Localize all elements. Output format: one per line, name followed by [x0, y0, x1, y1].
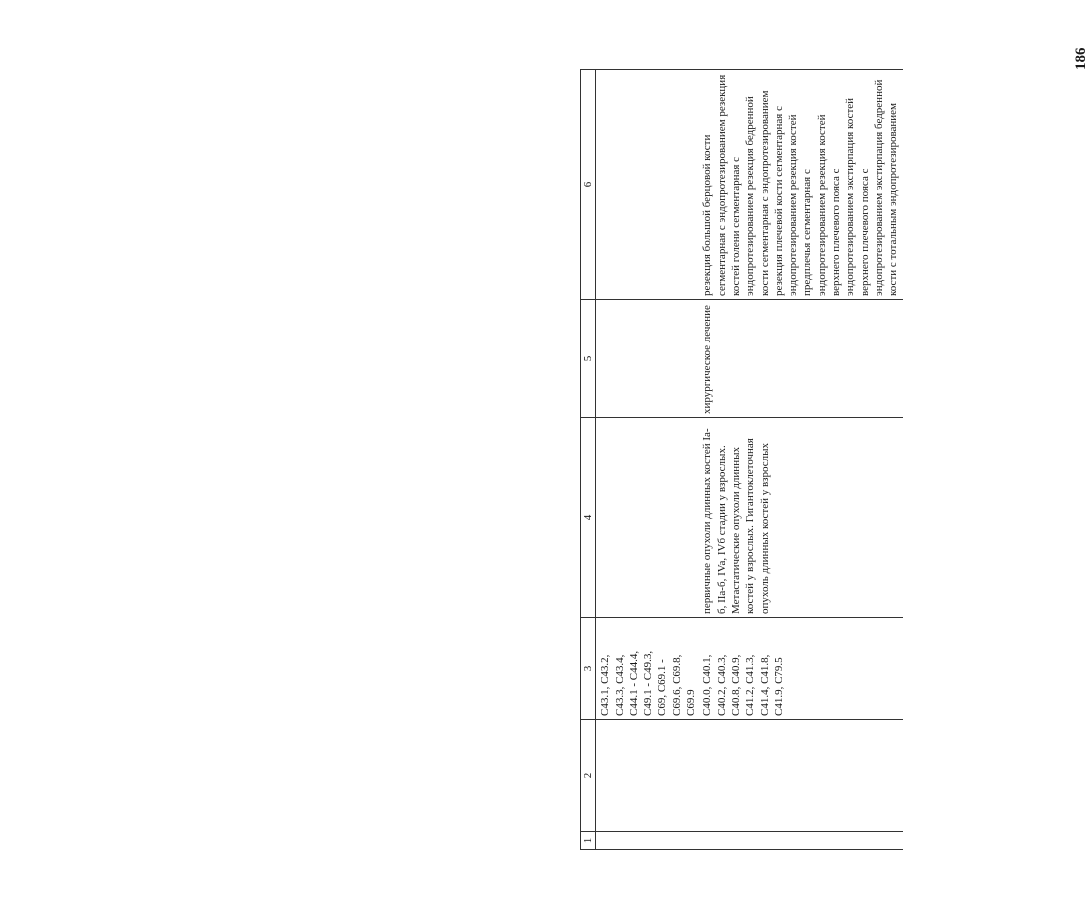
code-line: C69.9	[685, 689, 698, 716]
page-number: 186	[1073, 47, 1089, 70]
code-line: C69.6, C69.8,	[670, 654, 683, 716]
cell-treatment	[700, 300, 902, 418]
column-header: 2	[581, 720, 596, 832]
code-line: C40.0, C40.1,	[701, 654, 714, 716]
cell-col2	[700, 720, 902, 832]
table-row	[596, 70, 701, 850]
method-text: резекция большой берцовой кости сегментарная с эндопротезированием резекция костей голени сегментарная с эндопротезированием резекция бедренной кости сегментарная с эндопротезированием резекция плечевой кости сегментарная с эндопротезированием резекция костей предплечья сегментарная с эндопротезированием резекция костей верхнего плечевого пояса с эндопротезированием экстирпация костей верхнего плечевого пояса с эндопротезированием экстирпация бедренной кости с тотальным эндопротезированием	[701, 74, 900, 296]
cell-col2	[596, 720, 701, 832]
column-header: 4	[581, 418, 596, 618]
cell-method	[700, 70, 902, 300]
cell-treatment	[596, 300, 701, 418]
code-line: C49.1 - C49.3,	[642, 650, 655, 716]
document-table	[580, 69, 903, 850]
cell-method	[596, 70, 701, 300]
diagnosis-text: первичные опухоли длинных костей Ia-б, IIa-б, IVa, IVб стадии у взрослых. Метастатические опухоли длинных костей у взрослых. Гигантоклеточная опухоль длинных костей у взрослых	[701, 428, 771, 614]
code-line: C44.1 - C44.4,	[627, 650, 640, 716]
cell-codes	[700, 618, 902, 720]
code-line: C43.1, C43.2,	[599, 654, 612, 716]
cell-col1	[700, 832, 902, 850]
table-row	[700, 70, 902, 850]
column-header: 3	[581, 618, 596, 720]
column-header: 5	[581, 300, 596, 418]
code-line: C41.2, C41.3,	[744, 654, 757, 716]
cell-codes	[596, 618, 701, 720]
column-header: 1	[581, 832, 596, 850]
code-line: C43.3, C43.4,	[613, 654, 626, 716]
cell-diagnosis	[596, 418, 701, 618]
treatment-text: хирургическое лечение	[701, 305, 714, 414]
rotated-page	[580, 47, 1089, 850]
cell-diagnosis	[700, 418, 902, 618]
table-header-row	[581, 70, 596, 850]
cell-col1	[596, 832, 701, 850]
code-line: C41.9, C79.5	[772, 657, 785, 716]
code-line: C41.4, C41.8,	[758, 654, 771, 716]
code-line: C69, C69.1 -	[656, 659, 669, 716]
code-line: C40.2, C40.3,	[715, 654, 728, 716]
code-line: C40.8, C40.9,	[729, 654, 742, 716]
column-header: 6	[581, 70, 596, 300]
